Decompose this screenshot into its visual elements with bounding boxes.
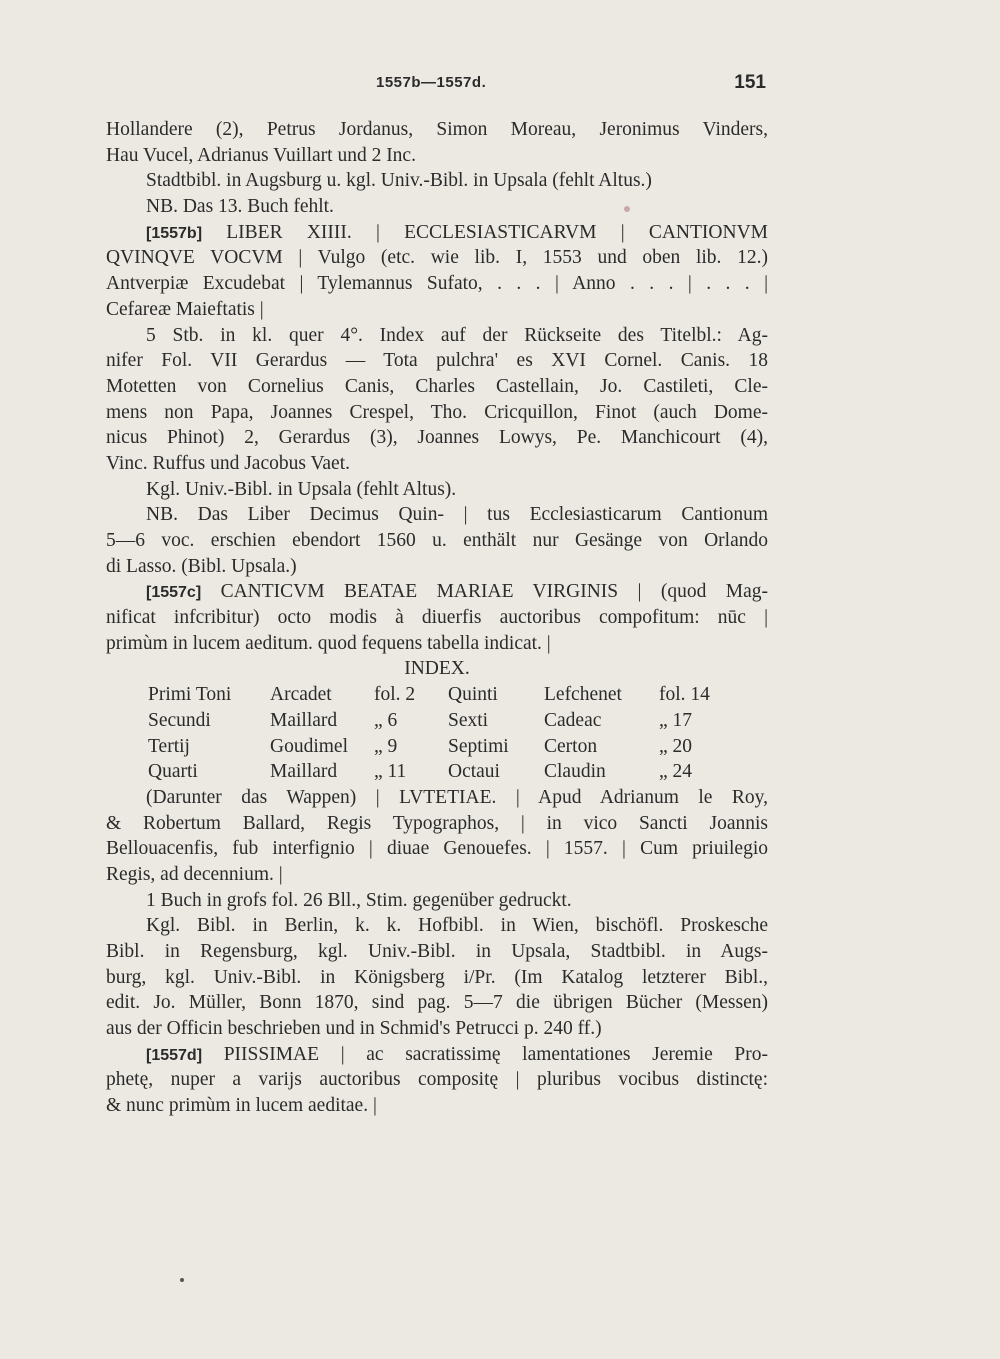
text-line: edit. Jo. Müller, Bonn 1870, sind pag. 5—7 die übrigen Bücher (Messen) bbox=[106, 992, 768, 1014]
index-heading: INDEX. bbox=[404, 658, 470, 680]
entry-ref: [1557c] bbox=[146, 584, 202, 602]
index-row bbox=[106, 682, 768, 708]
text-line: phetę, nuper a varijs auctoribus compositę | pluribus vocibus distinctę: bbox=[106, 1069, 768, 1091]
entry-range: 1557b—1557d. bbox=[376, 74, 487, 91]
index-cell: Lefchenet bbox=[544, 684, 622, 706]
text-line: PIISSIMAE | ac sacratissimę lamentationes Jeremie Pro- bbox=[223, 1043, 768, 1065]
index-cell: Sexti bbox=[448, 709, 489, 731]
index-cell: Octaui bbox=[448, 761, 500, 783]
text-line: Cefareæ Maieftatis | bbox=[106, 298, 264, 320]
index-cell: Maillard bbox=[270, 709, 338, 731]
text-line: Bibl. in Regensburg, kgl. Univ.-Bibl. in Upsala, Stadtbibl. in Augs- bbox=[106, 941, 768, 962]
index-cell: Septimi bbox=[448, 735, 509, 757]
text-line: 1 Buch in grofs fol. 26 Bll., Stim. gegenüber gedruckt. bbox=[146, 889, 572, 911]
text-line: (Darunter das Wappen) | LVTETIAE. | Apud Adrianum le Roy, bbox=[146, 786, 768, 808]
index-cell: „ 6 bbox=[374, 709, 398, 731]
index-cell: „ 24 bbox=[659, 761, 693, 783]
entry-ref: [1557d] bbox=[146, 1046, 203, 1064]
text-line: 5—6 voc. erschien ebendort 1560 u. enthält nur Gesänge von Orlando bbox=[106, 530, 768, 551]
text-line: Antverpiæ Excudebat | Tylemannus Sufato, . . . | Anno . . . | . . . | bbox=[106, 273, 768, 295]
text-line: NB. Das Liber Decimus Quin- | tus Ecclesiasticarum Cantionum bbox=[146, 504, 768, 526]
entry-1557c-title bbox=[106, 579, 768, 605]
index-cell: Claudin bbox=[544, 761, 606, 783]
index-cell: Quarti bbox=[148, 761, 198, 783]
text-line: Hollandere (2), Petrus Jordanus, Simon Moreau, Jeronimus Vinders, bbox=[106, 119, 768, 140]
entry-1557b-title bbox=[106, 220, 768, 246]
index-cell: „ 9 bbox=[374, 735, 398, 757]
text-line: nificat infcribitur) octo modis à diuerfis auctoribus compofitum: nūc | bbox=[106, 607, 768, 629]
entry-1557d-title bbox=[106, 1042, 768, 1068]
text-line: nicus Phinot) 2, Gerardus (3), Joannes Lowys, Pe. Manchicourt (4), bbox=[106, 427, 768, 449]
page-body bbox=[106, 117, 768, 1119]
index-cell: Maillard bbox=[270, 761, 338, 783]
text-line: & nunc primùm in lucem aeditae. | bbox=[106, 1095, 377, 1117]
index-cell: Arcadet bbox=[270, 684, 332, 706]
text-line: CANTICVM BEATAE MARIAE VIRGINIS | (quod Mag- bbox=[220, 581, 769, 603]
ink-speck bbox=[180, 1278, 184, 1282]
page-number: 151 bbox=[734, 72, 766, 93]
text-line: burg, kgl. Univ.-Bibl. in Königsberg i/Pr. (Im Katalog letzterer Bibl., bbox=[106, 966, 768, 988]
index-cell: Goudimel bbox=[270, 735, 348, 757]
index-cell: „ 17 bbox=[659, 709, 693, 731]
index-cell: fol. 2 bbox=[374, 684, 416, 706]
text-line: mens non Papa, Joannes Crespel, Tho. Cricquillon, Finot (auch Dome- bbox=[106, 401, 768, 423]
text-line: Regis, ad decennium. | bbox=[106, 863, 283, 885]
text-line: Hau Vucel, Adrianus Vuillart und 2 Inc. bbox=[106, 144, 416, 166]
text-line: & Robertum Ballard, Regis Typographos, | in vico Sancti Joannis bbox=[106, 812, 768, 834]
text-line: QVINQVE VOCVM | Vulgo (etc. wie lib. I, 1553 und oben lib. 12.) bbox=[106, 247, 768, 269]
index-cell: Tertij bbox=[148, 735, 190, 757]
text-line: Bellouacenfis, fub interfignio | diuae Genouefes. | 1557. | Cum priuilegio bbox=[106, 838, 768, 860]
index-cell: Primi Toni bbox=[148, 684, 232, 706]
text-line: Kgl. Univ.-Bibl. in Upsala (fehlt Altus). bbox=[146, 478, 457, 500]
index-row bbox=[106, 759, 768, 785]
index-cell: „ 11 bbox=[374, 761, 407, 783]
index-cell: Secundi bbox=[148, 709, 211, 731]
text-line: Motetten von Cornelius Canis, Charles Castellain, Jo. Castileti, Cle- bbox=[106, 375, 768, 397]
text-line: Stadtbibl. in Augsburg u. kgl. Univ.-Bibl. in Upsala (fehlt Altus.) bbox=[146, 170, 652, 192]
text-line: NB. Das 13. Buch fehlt. bbox=[146, 196, 334, 218]
ink-speck bbox=[624, 206, 630, 212]
text-line: Vinc. Ruffus und Jacobus Vaet. bbox=[106, 452, 350, 474]
text-line: aus der Officin beschrieben und in Schmid's Petrucci p. 240 ff.) bbox=[106, 1018, 602, 1040]
text-line: LIBER XIIII. | ECCLESIASTICARVM | CANTIONVM bbox=[226, 221, 769, 243]
entry-ref: [1557b] bbox=[146, 224, 203, 242]
index-cell: Quinti bbox=[448, 684, 498, 706]
index-cell: fol. 14 bbox=[659, 684, 710, 706]
text-line: nifer Fol. VII Gerardus — Tota pulchra' es XVI Cornel. Canis. 18 bbox=[106, 350, 768, 372]
index-cell: Cadeac bbox=[544, 709, 602, 731]
index-cell: Certon bbox=[544, 735, 598, 757]
text-line: 5 Stb. in kl. quer 4°. Index auf der Rückseite des Titelbl.: Ag- bbox=[146, 324, 768, 346]
index-row bbox=[106, 708, 768, 734]
text-line: di Lasso. (Bibl. Upsala.) bbox=[106, 555, 297, 577]
index-row bbox=[106, 734, 768, 760]
running-header bbox=[106, 70, 766, 100]
index-cell: „ 20 bbox=[659, 735, 693, 757]
text-line: primùm in lucem aeditum. quod fequens tabella indicat. | bbox=[106, 632, 551, 654]
text-line: Kgl. Bibl. in Berlin, k. k. Hofbibl. in Wien, bischöfl. Proskesche bbox=[146, 915, 768, 937]
